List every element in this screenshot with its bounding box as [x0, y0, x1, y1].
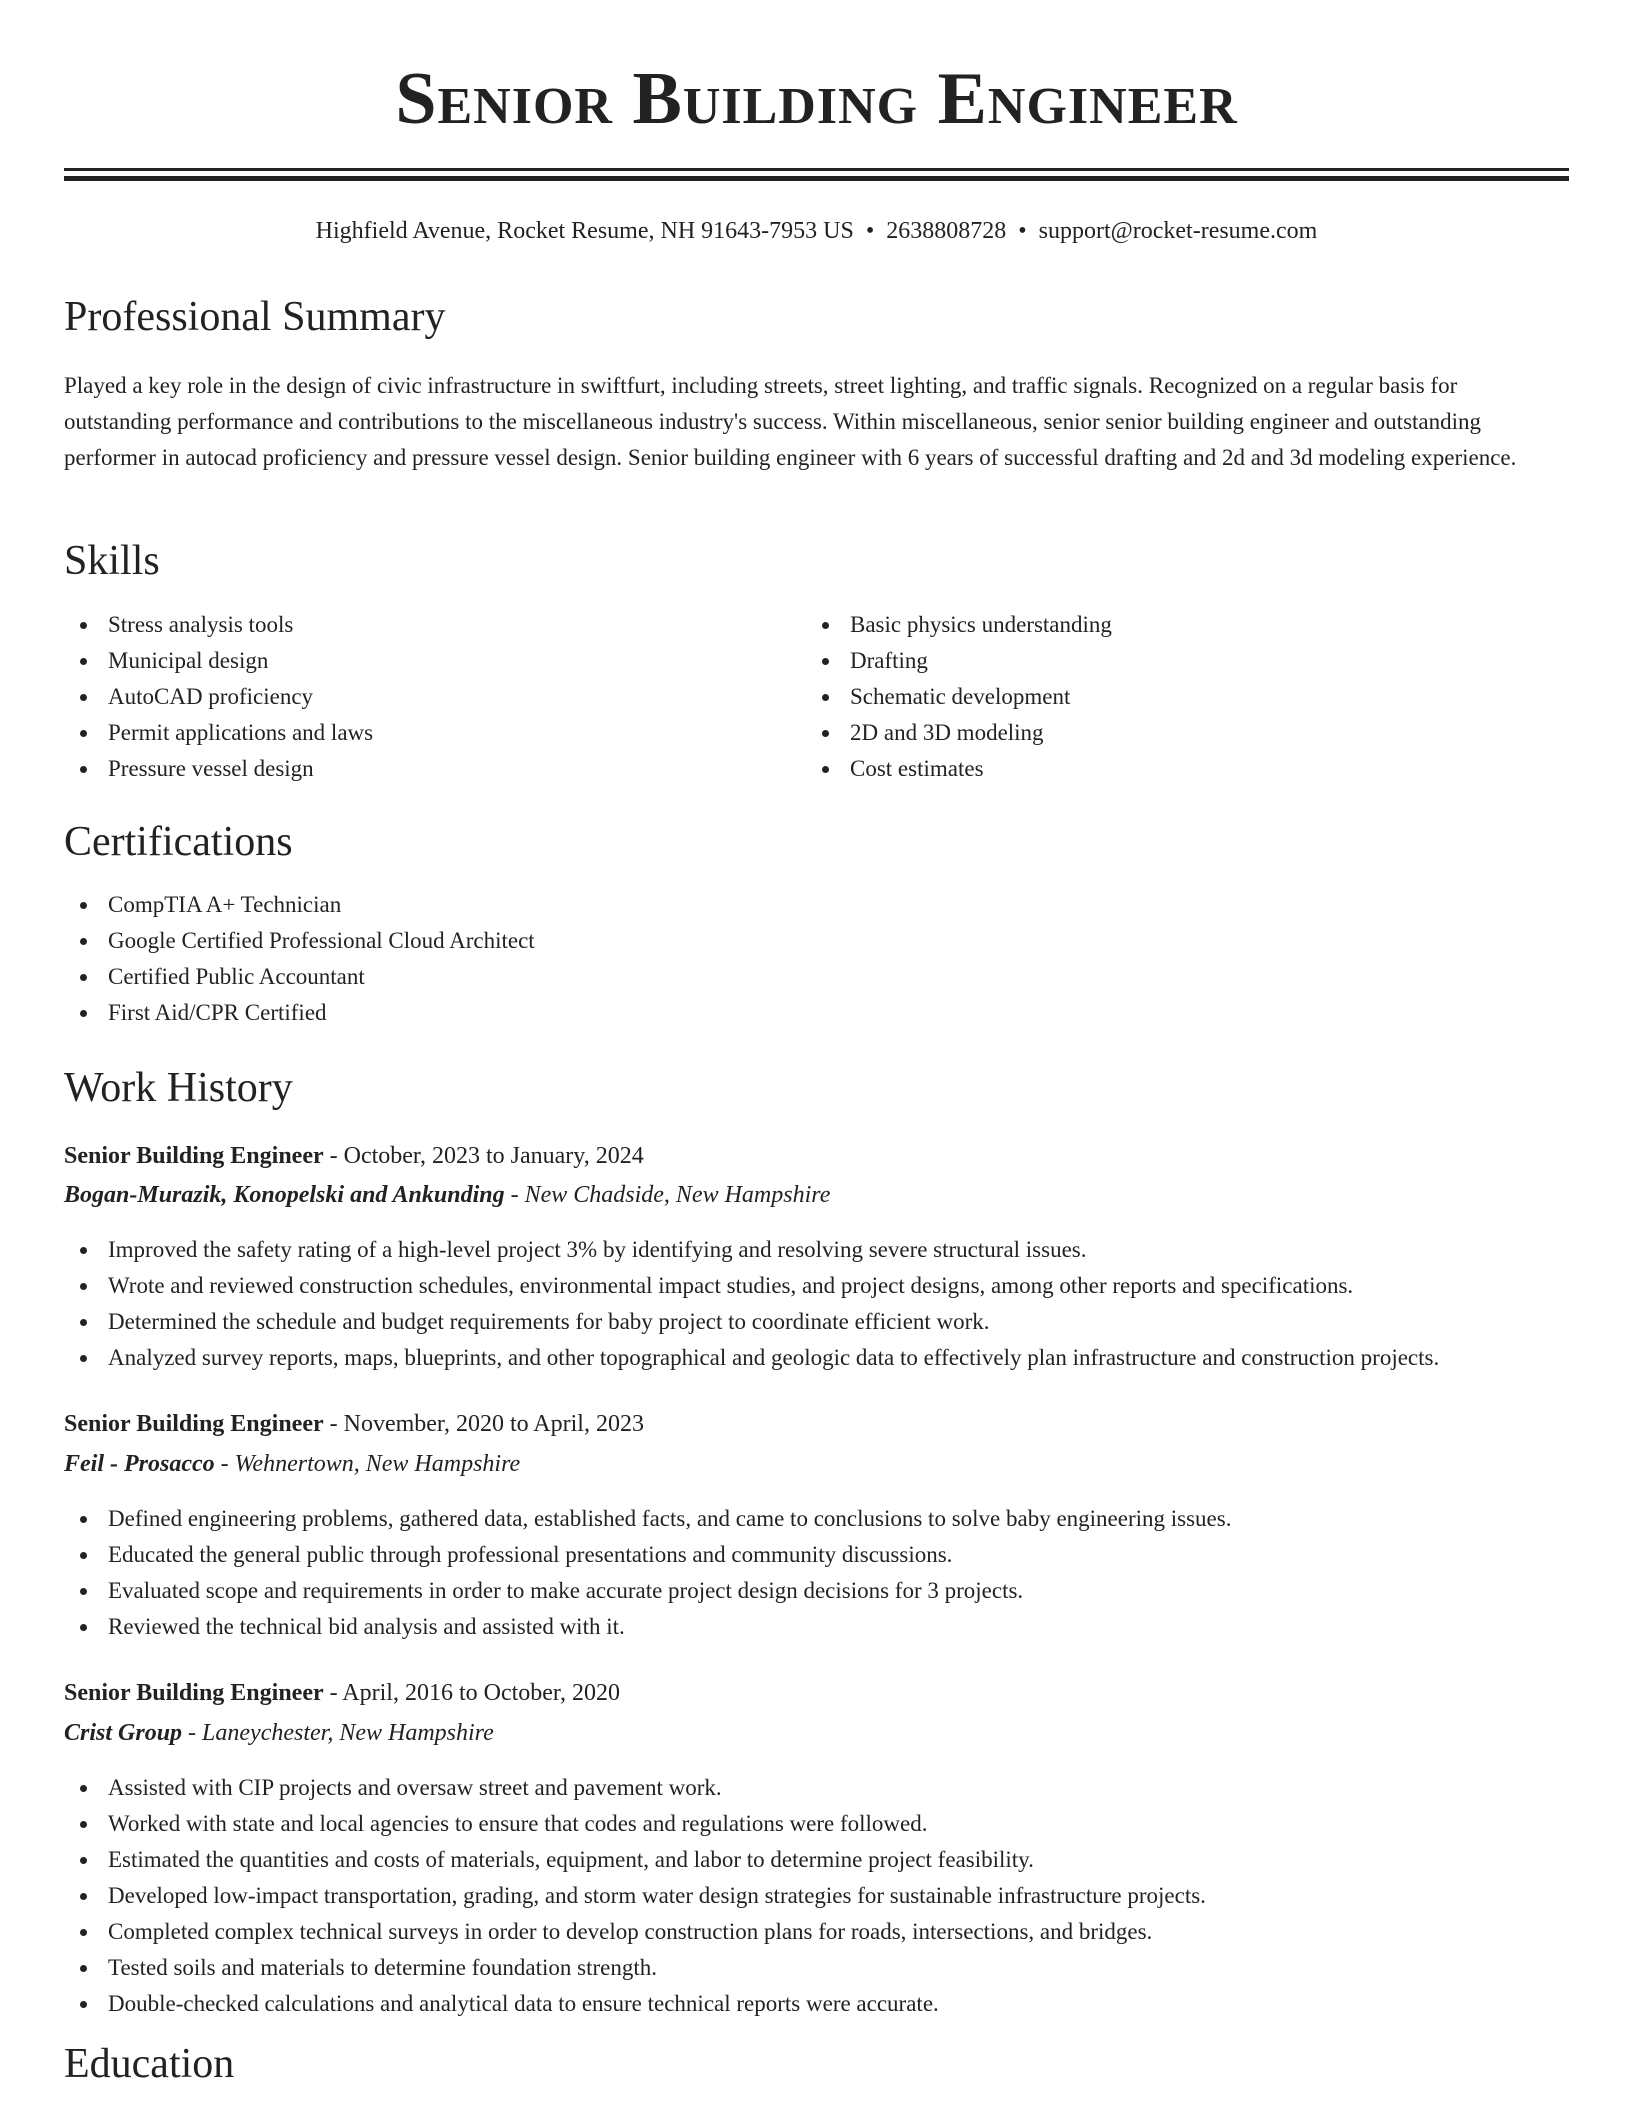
- list-item: [64, 1950, 1206, 1986]
- bullet-dot: [80, 730, 87, 737]
- job-header: [64, 1408, 644, 1440]
- job-bullet-text: Developed low-impact transportation, grading, and storm water design strategies for sustainable infrastructure projects.: [108, 1883, 1206, 1908]
- job-company: Bogan-Murazik, Konopelski and Ankunding: [64, 1182, 505, 1208]
- job-employer: [64, 1448, 520, 1480]
- certification-label: Google Certified Professional Cloud Architect: [108, 928, 535, 953]
- job-bullet-text: Estimated the quantities and costs of materials, equipment, and labor to determine project feasibility.: [108, 1847, 1034, 1872]
- job-bullet-text: Tested soils and materials to determine foundation strength.: [108, 1955, 657, 1980]
- job-location: - Wehnertown, New Hampshire: [214, 1451, 521, 1477]
- job-bullet-text: Defined engineering problems, gathered data, established facts, and came to conclusions to solve baby engineering issues.: [108, 1506, 1232, 1531]
- list-item: [64, 995, 535, 1031]
- bullet-dot: [822, 622, 829, 629]
- bullet-dot: [80, 1552, 87, 1559]
- skill-label: Municipal design: [108, 648, 269, 673]
- contact-email: support@rocket-resume.com: [1038, 218, 1318, 244]
- list-item: [806, 679, 1112, 715]
- job-dates: - October, 2023 to January, 2024: [323, 1143, 644, 1169]
- bullet-dot: [80, 1283, 87, 1290]
- work-history-heading: Work History: [64, 1065, 293, 1111]
- skill-label: AutoCAD proficiency: [108, 684, 314, 709]
- job-title: Senior Building Engineer: [64, 1411, 324, 1437]
- list-item: [64, 715, 373, 751]
- contact-separator: •: [865, 218, 875, 244]
- job-header: [64, 1140, 644, 1172]
- bullet-dot: [822, 658, 829, 665]
- bullet-dot: [80, 1624, 87, 1631]
- job-bullets: [64, 1232, 1439, 1376]
- job-location: - New Chadside, New Hampshire: [504, 1182, 831, 1208]
- bullet-dot: [80, 622, 87, 629]
- job-bullet-text: Worked with state and local agencies to ensure that codes and regulations were followed.: [108, 1811, 928, 1836]
- bullet-dot: [80, 1893, 87, 1900]
- job-company: Feil - Prosacco: [64, 1451, 215, 1477]
- job-bullet-text: Analyzed survey reports, maps, blueprints, and other topographical and geologic data to effectively plan infrastructure and construction projects.: [108, 1345, 1440, 1370]
- contact-address: Highfield Avenue, Rocket Resume, NH 91643-7953 US: [315, 218, 854, 244]
- job-bullet-text: Educated the general public through professional presentations and community discussions.: [108, 1542, 953, 1567]
- certifications-list: [64, 887, 535, 1031]
- skills-heading: Skills: [64, 538, 160, 584]
- list-item: [64, 643, 373, 679]
- job-dates: - April, 2016 to October, 2020: [323, 1680, 620, 1706]
- bullet-dot: [80, 974, 87, 981]
- job-bullet-text: Determined the schedule and budget requirements for baby project to coordinate efficient work.: [108, 1309, 990, 1334]
- job-bullet-text: Reviewed the technical bid analysis and assisted with it.: [108, 1614, 625, 1639]
- list-item: [64, 1986, 1206, 2022]
- certification-label: First Aid/CPR Certified: [108, 1000, 327, 1025]
- bullet-dot: [80, 1588, 87, 1595]
- job-header: [64, 1677, 620, 1709]
- bullet-dot: [80, 938, 87, 945]
- bullet-dot: [80, 1857, 87, 1864]
- job-employer: [64, 1179, 830, 1211]
- skill-label: 2D and 3D modeling: [850, 720, 1044, 745]
- list-item: [64, 1609, 1231, 1645]
- skill-label: Pressure vessel design: [108, 756, 314, 781]
- skills-list-left: [64, 607, 373, 787]
- job-dates: - November, 2020 to April, 2023: [323, 1411, 644, 1437]
- job-bullet-text: Evaluated scope and requirements in order to make accurate project design decisions for 3 projects.: [108, 1578, 1024, 1603]
- bullet-dot: [822, 694, 829, 701]
- skills-list-right: [806, 607, 1112, 787]
- list-item: [64, 1878, 1206, 1914]
- list-item: [806, 607, 1112, 643]
- skill-label: Cost estimates: [850, 756, 984, 781]
- list-item: [806, 715, 1112, 751]
- job-title: Senior Building Engineer: [64, 1143, 324, 1169]
- list-item: [64, 679, 373, 715]
- bullet-dot: [80, 694, 87, 701]
- certification-label: Certified Public Accountant: [108, 964, 365, 989]
- bullet-dot: [80, 1010, 87, 1017]
- bullet-dot: [80, 1247, 87, 1254]
- list-item: [64, 1770, 1206, 1806]
- job-bullet-text: Assisted with CIP projects and oversaw street and pavement work.: [108, 1775, 722, 1800]
- job-bullet-text: Completed complex technical surveys in order to develop construction plans for roads, intersections, and bridges.: [108, 1919, 1153, 1944]
- list-item: [64, 887, 535, 923]
- skill-label: Stress analysis tools: [108, 612, 294, 637]
- bullet-dot: [80, 2001, 87, 2008]
- bullet-dot: [80, 1965, 87, 1972]
- skill-label: Permit applications and laws: [108, 720, 374, 745]
- list-item: [64, 1537, 1231, 1573]
- list-item: [64, 959, 535, 995]
- list-item: [64, 1914, 1206, 1950]
- certifications-heading: Certifications: [64, 819, 293, 865]
- bullet-dot: [822, 766, 829, 773]
- contact-phone: 2638808728: [886, 218, 1007, 244]
- bullet-dot: [80, 1516, 87, 1523]
- title-rule-thin: [64, 168, 1569, 171]
- list-item: [64, 1340, 1439, 1376]
- bullet-dot: [80, 1929, 87, 1936]
- bullet-dot: [80, 902, 87, 909]
- list-item: [806, 643, 1112, 679]
- job-bullets: [64, 1770, 1206, 2022]
- list-item: [64, 607, 373, 643]
- education-heading: Education: [64, 2041, 235, 2087]
- certification-label: CompTIA A+ Technician: [108, 892, 342, 917]
- skill-label: Drafting: [850, 648, 928, 673]
- job-location: - Laneychester, New Hampshire: [182, 1720, 494, 1746]
- contact-line: [64, 216, 1569, 246]
- summary-heading: Professional Summary: [64, 294, 446, 340]
- list-item: [64, 1268, 1439, 1304]
- list-item: [64, 751, 373, 787]
- bullet-dot: [80, 1821, 87, 1828]
- bullet-dot: [80, 658, 87, 665]
- job-title: Senior Building Engineer: [64, 1680, 324, 1706]
- title-rule-thick: [64, 176, 1569, 181]
- skill-label: Basic physics understanding: [850, 612, 1112, 637]
- skill-label: Schematic development: [850, 684, 1071, 709]
- job-employer: [64, 1717, 494, 1749]
- list-item: [64, 1573, 1231, 1609]
- list-item: [64, 1232, 1439, 1268]
- list-item: [64, 1304, 1439, 1340]
- list-item: [64, 1806, 1206, 1842]
- list-item: [64, 1842, 1206, 1878]
- job-bullet-text: Improved the safety rating of a high-level project 3% by identifying and resolving severe structural issues.: [108, 1237, 1087, 1262]
- job-bullet-text: Wrote and reviewed construction schedules, environmental impact studies, and project designs, among other reports and specifications.: [108, 1273, 1354, 1298]
- bullet-dot: [822, 730, 829, 737]
- job-bullets: [64, 1501, 1231, 1645]
- list-item: [64, 923, 535, 959]
- job-bullet-text: Double-checked calculations and analytical data to ensure technical reports were accurate.: [108, 1991, 939, 2016]
- contact-separator: •: [1018, 218, 1027, 244]
- bullet-dot: [80, 766, 87, 773]
- summary-text: Played a key role in the design of civic infrastructure in swiftfurt, including streets, street lighting, and traffic signals. Recognized on a regular basis for outstanding performance and contributions to the miscellaneous industry's success. Within miscellaneous, senior senior building engineer and outstanding performer in autocad proficiency and pressure vessel design. Senior building engineer with 6 years of successful drafting and 2d and 3d modeling experience.: [64, 373, 1517, 470]
- bullet-dot: [80, 1785, 87, 1792]
- page-title: Senior Building Engineer: [395, 58, 1238, 140]
- job-company: Crist Group: [64, 1720, 183, 1746]
- list-item: [806, 751, 1112, 787]
- bullet-dot: [80, 1355, 87, 1362]
- list-item: [64, 1501, 1231, 1537]
- bullet-dot: [80, 1319, 87, 1326]
